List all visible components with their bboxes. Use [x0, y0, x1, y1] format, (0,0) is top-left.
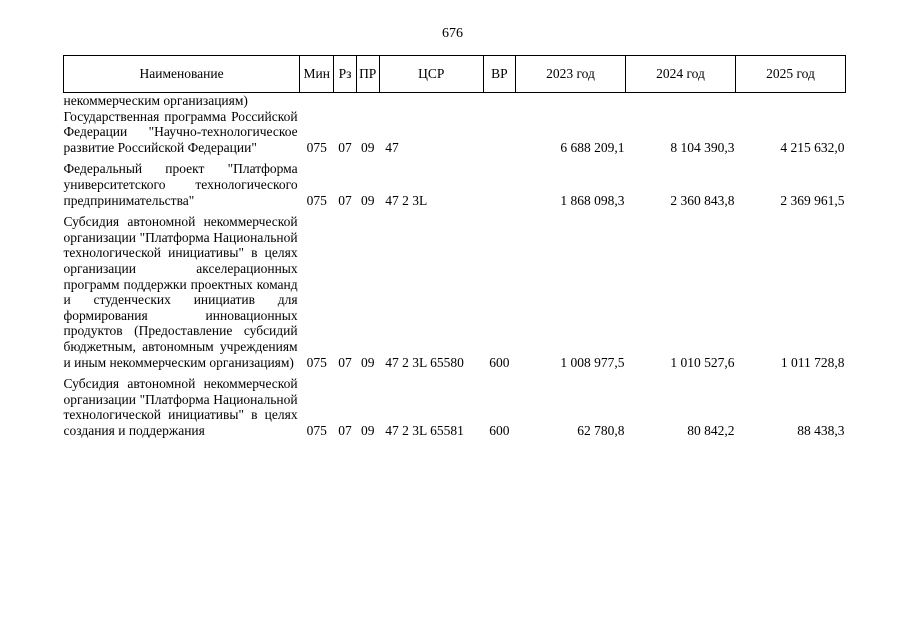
header-pr: ПР [356, 56, 379, 93]
row-name: Федеральный проект "Платформа университетского технологического предпринимательства" [63, 161, 298, 208]
row-vr: 600 [489, 422, 510, 438]
row-name: Субсидия автономной некоммерческой организации "Платформа Национальной технологической инициативы" в целях организации акселерационных программ поддержки проектных команд и студенческих инициатив для формирования инновационных продуктов (Предоставление субсидий бюджетным, автономным учреждениям и иным некоммерческим организациям) [63, 214, 298, 370]
header-name: Наименование [64, 56, 300, 93]
row-csr: 47 2 3L 65580 [385, 354, 464, 370]
row-pr: 09 [360, 422, 375, 438]
row-min [300, 93, 334, 109]
row-csr: 47 [385, 139, 399, 155]
row-2024: 8 104 390,3 [670, 139, 735, 155]
row-rz: 07 [338, 192, 352, 208]
row-rz: 07 [338, 354, 352, 370]
row-min: 075 [306, 139, 327, 155]
row-2025: 1 011 728,8 [780, 354, 845, 370]
row-2023: 1 868 098,3 [560, 192, 625, 208]
row-2023: 1 008 977,5 [560, 354, 625, 370]
row-min: 075 [306, 422, 327, 438]
row-pr: 09 [360, 139, 375, 155]
header-2024: 2024 год [625, 56, 735, 93]
row-pr: 09 [360, 192, 375, 208]
row-2023: 6 688 209,1 [560, 139, 625, 155]
row-2024: 2 360 843,8 [670, 192, 735, 208]
header-rz: Рз [334, 56, 356, 93]
row-vr [483, 155, 515, 208]
row-2025: 2 369 961,5 [780, 192, 845, 208]
table-row [64, 370, 846, 438]
header-min: Мин [300, 56, 334, 93]
table-row [64, 109, 846, 156]
row-vr: 600 [489, 354, 510, 370]
row-2024: 80 842,2 [687, 422, 735, 438]
header-2025: 2025 год [735, 56, 845, 93]
row-2025 [735, 93, 845, 109]
page-number: 676 [442, 26, 463, 41]
table-header-row [64, 56, 846, 93]
row-2025: 88 438,3 [797, 422, 845, 438]
header-csr: ЦСР [379, 56, 483, 93]
row-rz: 07 [338, 422, 352, 438]
row-csr: 47 2 3L [385, 192, 428, 208]
budget-table [63, 55, 846, 438]
row-pr: 09 [360, 354, 375, 370]
row-name: некоммерческим организациям) [63, 93, 248, 108]
row-csr: 47 2 3L 65581 [385, 422, 464, 438]
row-2025: 4 215 632,0 [780, 139, 845, 155]
header-vr: ВР [483, 56, 515, 93]
row-rz: 07 [338, 139, 352, 155]
row-2024 [625, 93, 735, 109]
row-min: 075 [306, 354, 327, 370]
row-vr [483, 93, 515, 109]
row-pr [356, 93, 379, 109]
row-name: Государственная программа Российской Федерации "Научно-технологическое развитие Российской Федерации" [63, 108, 298, 155]
row-min: 075 [306, 192, 327, 208]
row-csr [379, 93, 483, 109]
row-rz [334, 93, 356, 109]
row-2023: 62 780,8 [577, 422, 625, 438]
row-name: Субсидия автономной некоммерческой организации "Платформа Национальной технологической инициативы" в целях создания и поддержания [63, 376, 298, 438]
table-row [64, 93, 846, 109]
row-2024: 1 010 527,6 [670, 354, 735, 370]
header-2023: 2023 год [516, 56, 626, 93]
table-row [64, 208, 846, 370]
row-2023 [516, 93, 626, 109]
table-row [64, 155, 846, 208]
row-vr [483, 109, 515, 156]
